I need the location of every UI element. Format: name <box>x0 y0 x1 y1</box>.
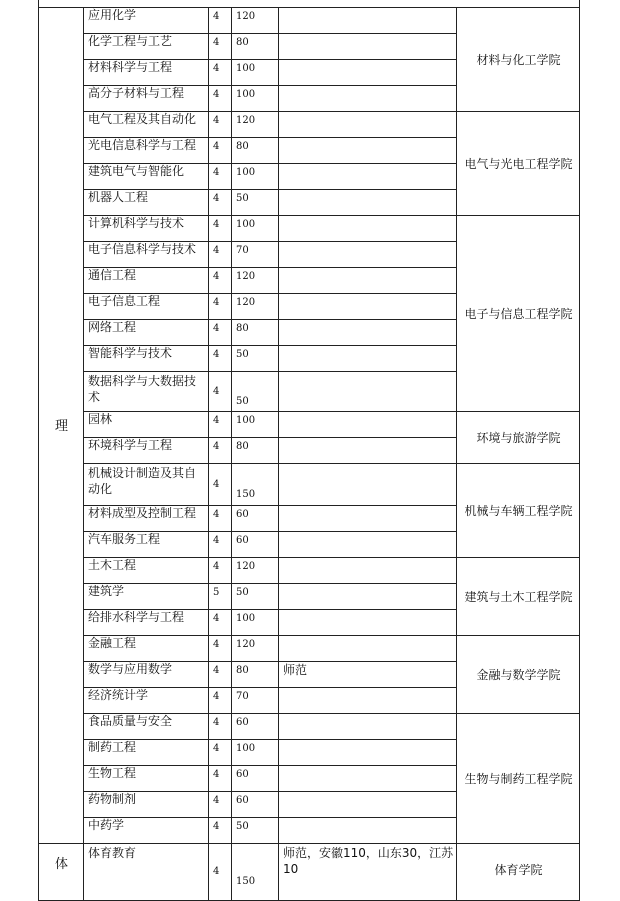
plan-count: 120 <box>236 297 256 308</box>
college-name: 电子与信息工程学院 <box>464 306 573 321</box>
note-cell <box>278 531 457 558</box>
duration-years: 4 <box>213 297 220 308</box>
college-cell <box>456 635 580 714</box>
plan-count-cell <box>231 635 279 662</box>
plan-count: 100 <box>236 219 256 230</box>
note-cell <box>278 189 457 216</box>
major-name: 经济统计学 <box>88 688 149 702</box>
note-cell <box>278 505 457 532</box>
note-cell <box>278 635 457 662</box>
major-name-cell <box>83 661 209 688</box>
note-cell <box>278 137 457 164</box>
duration-years: 4 <box>213 245 220 256</box>
major-name: 智能科学与技术 <box>88 346 173 360</box>
major-name: 化学工程与工艺 <box>88 34 173 48</box>
years-cell <box>208 7 232 34</box>
years-cell <box>208 319 232 346</box>
college-cell <box>456 7 580 112</box>
major-name: 机械设计制造及其自动化 <box>88 466 197 496</box>
note-cell <box>278 319 457 346</box>
category-cell <box>38 7 84 844</box>
major-name-cell <box>83 189 209 216</box>
note-cell <box>278 843 457 901</box>
years-cell <box>208 531 232 558</box>
duration-years: 4 <box>213 385 220 397</box>
college-cell <box>456 713 580 844</box>
major-name-cell <box>83 215 209 242</box>
years-cell <box>208 687 232 714</box>
years-cell <box>208 817 232 844</box>
plan-count: 80 <box>236 323 249 334</box>
major-name-cell <box>83 241 209 268</box>
years-cell <box>208 163 232 190</box>
years-cell <box>208 713 232 740</box>
plan-count-cell <box>231 267 279 294</box>
plan-count: 100 <box>236 415 256 426</box>
major-name: 建筑电气与智能化 <box>88 164 185 178</box>
major-name-cell <box>83 371 209 412</box>
plan-count-cell <box>231 843 279 901</box>
category-label: 体 <box>54 857 68 872</box>
duration-years: 4 <box>213 769 220 780</box>
plan-count: 120 <box>236 11 256 22</box>
major-name-cell <box>83 59 209 86</box>
plan-count-cell <box>231 241 279 268</box>
major-name: 药物制剂 <box>88 792 137 806</box>
plan-count-cell <box>231 345 279 372</box>
plan-count: 80 <box>236 141 249 152</box>
plan-count: 150 <box>236 876 256 887</box>
note-cell <box>278 111 457 138</box>
note-cell <box>278 59 457 86</box>
plan-count-cell <box>231 609 279 636</box>
years-cell <box>208 33 232 60</box>
plan-count: 100 <box>236 167 256 178</box>
major-name: 给排水科学与工程 <box>88 610 185 624</box>
plan-count: 50 <box>236 587 249 598</box>
major-name: 汽车服务工程 <box>88 532 161 546</box>
duration-years: 4 <box>213 866 220 877</box>
note-cell <box>278 609 457 636</box>
plan-count-cell <box>231 765 279 792</box>
plan-count-cell <box>231 215 279 242</box>
major-note: 师范 <box>283 663 308 677</box>
duration-years: 4 <box>213 478 220 490</box>
years-cell <box>208 557 232 584</box>
duration-years: 4 <box>213 717 220 728</box>
plan-count: 50 <box>236 395 249 407</box>
note-cell <box>278 85 457 112</box>
note-cell <box>278 215 457 242</box>
plan-count-cell <box>231 137 279 164</box>
major-name: 数据科学与大数据技术 <box>88 374 197 404</box>
duration-years: 4 <box>213 37 220 48</box>
note-cell <box>278 7 457 34</box>
years-cell <box>208 843 232 901</box>
duration-years: 4 <box>213 743 220 754</box>
plan-count-cell <box>231 411 279 438</box>
plan-count: 80 <box>236 37 249 48</box>
plan-count: 60 <box>236 509 249 520</box>
major-name: 机器人工程 <box>88 190 149 204</box>
note-cell <box>278 557 457 584</box>
major-name-cell <box>83 137 209 164</box>
years-cell <box>208 293 232 320</box>
major-name-cell <box>83 463 209 506</box>
college-cell <box>456 411 580 464</box>
years-cell <box>208 411 232 438</box>
years-cell <box>208 505 232 532</box>
note-cell <box>278 33 457 60</box>
years-cell <box>208 739 232 766</box>
major-name: 数学与应用数学 <box>88 662 173 676</box>
major-name-cell <box>83 583 209 610</box>
major-name-cell <box>83 531 209 558</box>
major-name-cell <box>83 345 209 372</box>
years-cell <box>208 437 232 464</box>
note-cell <box>278 817 457 844</box>
plan-count: 50 <box>236 349 249 360</box>
plan-count: 70 <box>236 691 249 702</box>
plan-count: 100 <box>236 743 256 754</box>
duration-years: 4 <box>213 535 220 546</box>
major-name: 环境科学与工程 <box>88 438 173 452</box>
plan-count-cell <box>231 463 279 506</box>
major-name-cell <box>83 687 209 714</box>
plan-count-cell <box>231 59 279 86</box>
major-name: 材料成型及控制工程 <box>88 506 197 520</box>
plan-count-cell <box>231 531 279 558</box>
years-cell <box>208 137 232 164</box>
major-name-cell <box>83 33 209 60</box>
major-name: 中药学 <box>88 818 125 832</box>
category-label: 理 <box>54 418 68 434</box>
duration-years: 4 <box>213 115 220 126</box>
major-name-cell <box>83 319 209 346</box>
note-cell <box>278 293 457 320</box>
major-name: 园林 <box>88 412 113 426</box>
plan-count-cell <box>231 293 279 320</box>
plan-count-cell <box>231 163 279 190</box>
duration-years: 4 <box>213 691 220 702</box>
plan-count-cell <box>231 791 279 818</box>
plan-count: 60 <box>236 535 249 546</box>
note-cell <box>278 345 457 372</box>
plan-count-cell <box>231 661 279 688</box>
plan-count-cell <box>231 371 279 412</box>
duration-years: 4 <box>213 613 220 624</box>
plan-count: 120 <box>236 561 256 572</box>
years-cell <box>208 583 232 610</box>
major-name-cell <box>83 713 209 740</box>
college-name: 机械与车辆工程学院 <box>464 503 573 518</box>
college-name: 金融与数学学院 <box>476 667 561 682</box>
duration-years: 4 <box>213 11 220 22</box>
major-name: 应用化学 <box>88 8 137 22</box>
college-name: 材料与化工学院 <box>476 52 561 67</box>
note-cell <box>278 241 457 268</box>
major-name: 电气工程及其自动化 <box>88 112 197 126</box>
note-cell <box>278 463 457 506</box>
note-cell <box>278 765 457 792</box>
plan-count: 50 <box>236 821 249 832</box>
major-name-cell <box>83 609 209 636</box>
major-name: 高分子材料与工程 <box>88 86 185 100</box>
duration-years: 4 <box>213 89 220 100</box>
duration-years: 4 <box>213 141 220 152</box>
plan-count: 120 <box>236 115 256 126</box>
plan-count-cell <box>231 7 279 34</box>
major-name-cell <box>83 843 209 901</box>
duration-years: 4 <box>213 509 220 520</box>
years-cell <box>208 463 232 506</box>
college-name: 电气与光电工程学院 <box>464 156 573 171</box>
plan-count: 120 <box>236 271 256 282</box>
major-name-cell <box>83 437 209 464</box>
plan-count-cell <box>231 583 279 610</box>
duration-years: 4 <box>213 271 220 282</box>
college-name: 环境与旅游学院 <box>476 430 561 445</box>
note-cell <box>278 661 457 688</box>
major-name: 计算机科学与技术 <box>88 216 185 230</box>
major-name-cell <box>83 163 209 190</box>
major-name: 网络工程 <box>88 320 137 334</box>
plan-count: 70 <box>236 245 249 256</box>
duration-years: 4 <box>213 323 220 334</box>
plan-count: 60 <box>236 769 249 780</box>
plan-count: 60 <box>236 717 249 728</box>
plan-count-cell <box>231 505 279 532</box>
years-cell <box>208 345 232 372</box>
years-cell <box>208 371 232 412</box>
college-name: 建筑与土木工程学院 <box>464 589 573 604</box>
plan-count-cell <box>231 557 279 584</box>
plan-count-cell <box>231 817 279 844</box>
years-cell <box>208 635 232 662</box>
major-name: 土木工程 <box>88 558 137 572</box>
major-name-cell <box>83 765 209 792</box>
plan-count-cell <box>231 85 279 112</box>
plan-count-cell <box>231 111 279 138</box>
note-cell <box>278 437 457 464</box>
note-cell <box>278 687 457 714</box>
duration-years: 4 <box>213 795 220 806</box>
note-cell <box>278 713 457 740</box>
years-cell <box>208 267 232 294</box>
years-cell <box>208 59 232 86</box>
college-cell <box>456 843 580 901</box>
plan-count: 80 <box>236 665 249 676</box>
major-name: 材料科学与工程 <box>88 60 173 74</box>
major-name-cell <box>83 557 209 584</box>
plan-count: 150 <box>236 488 256 500</box>
years-cell <box>208 85 232 112</box>
plan-count: 100 <box>236 89 256 100</box>
major-name: 金融工程 <box>88 636 137 650</box>
plan-count-cell <box>231 319 279 346</box>
duration-years: 4 <box>213 665 220 676</box>
plan-count: 100 <box>236 63 256 74</box>
plan-count-cell <box>231 713 279 740</box>
plan-count: 120 <box>236 639 256 650</box>
major-name: 生物工程 <box>88 766 137 780</box>
major-name: 制药工程 <box>88 740 137 754</box>
years-cell <box>208 791 232 818</box>
note-cell <box>278 267 457 294</box>
note-cell <box>278 163 457 190</box>
major-name: 电子信息科学与技术 <box>88 242 197 256</box>
plan-count: 50 <box>236 193 249 204</box>
plan-count: 80 <box>236 441 249 452</box>
years-cell <box>208 111 232 138</box>
years-cell <box>208 609 232 636</box>
major-name-cell <box>83 817 209 844</box>
college-cell <box>456 557 580 636</box>
major-name: 食品质量与安全 <box>88 714 173 728</box>
major-name-cell <box>83 505 209 532</box>
note-cell <box>278 791 457 818</box>
major-name-cell <box>83 111 209 138</box>
duration-years: 4 <box>213 561 220 572</box>
plan-count-cell <box>231 437 279 464</box>
plan-count-cell <box>231 33 279 60</box>
duration-years: 4 <box>213 63 220 74</box>
college-cell <box>456 111 580 216</box>
duration-years: 4 <box>213 167 220 178</box>
duration-years: 4 <box>213 415 220 426</box>
plan-count-cell <box>231 189 279 216</box>
major-name: 光电信息科学与工程 <box>88 138 197 152</box>
major-name: 建筑学 <box>88 584 125 598</box>
major-name: 体育教育 <box>88 846 137 860</box>
note-cell <box>278 583 457 610</box>
duration-years: 4 <box>213 639 220 650</box>
college-name: 生物与制药工程学院 <box>464 771 573 786</box>
note-cell <box>278 411 457 438</box>
major-name-cell <box>83 791 209 818</box>
plan-count: 60 <box>236 795 249 806</box>
note-cell <box>278 739 457 766</box>
major-name: 电子信息工程 <box>88 294 161 308</box>
major-name-cell <box>83 267 209 294</box>
plan-count-cell <box>231 687 279 714</box>
years-cell <box>208 241 232 268</box>
college-cell <box>456 463 580 558</box>
category-cell <box>38 843 84 901</box>
plan-count: 100 <box>236 613 256 624</box>
major-name-cell <box>83 411 209 438</box>
college-cell <box>456 215 580 412</box>
major-name-cell <box>83 293 209 320</box>
major-note: 师范，安徽110，山东30，江苏10 <box>283 846 454 876</box>
duration-years: 4 <box>213 219 220 230</box>
major-name: 通信工程 <box>88 268 137 282</box>
duration-years: 4 <box>213 821 220 832</box>
years-cell <box>208 189 232 216</box>
major-name-cell <box>83 85 209 112</box>
years-cell <box>208 661 232 688</box>
major-name-cell <box>83 635 209 662</box>
note-cell <box>278 371 457 412</box>
duration-years: 4 <box>213 349 220 360</box>
major-name-cell <box>83 7 209 34</box>
college-name: 体育学院 <box>494 863 543 877</box>
plan-count-cell <box>231 739 279 766</box>
years-cell <box>208 765 232 792</box>
duration-years: 4 <box>213 193 220 204</box>
duration-years: 5 <box>213 587 220 598</box>
years-cell <box>208 215 232 242</box>
major-name-cell <box>83 739 209 766</box>
duration-years: 4 <box>213 441 220 452</box>
